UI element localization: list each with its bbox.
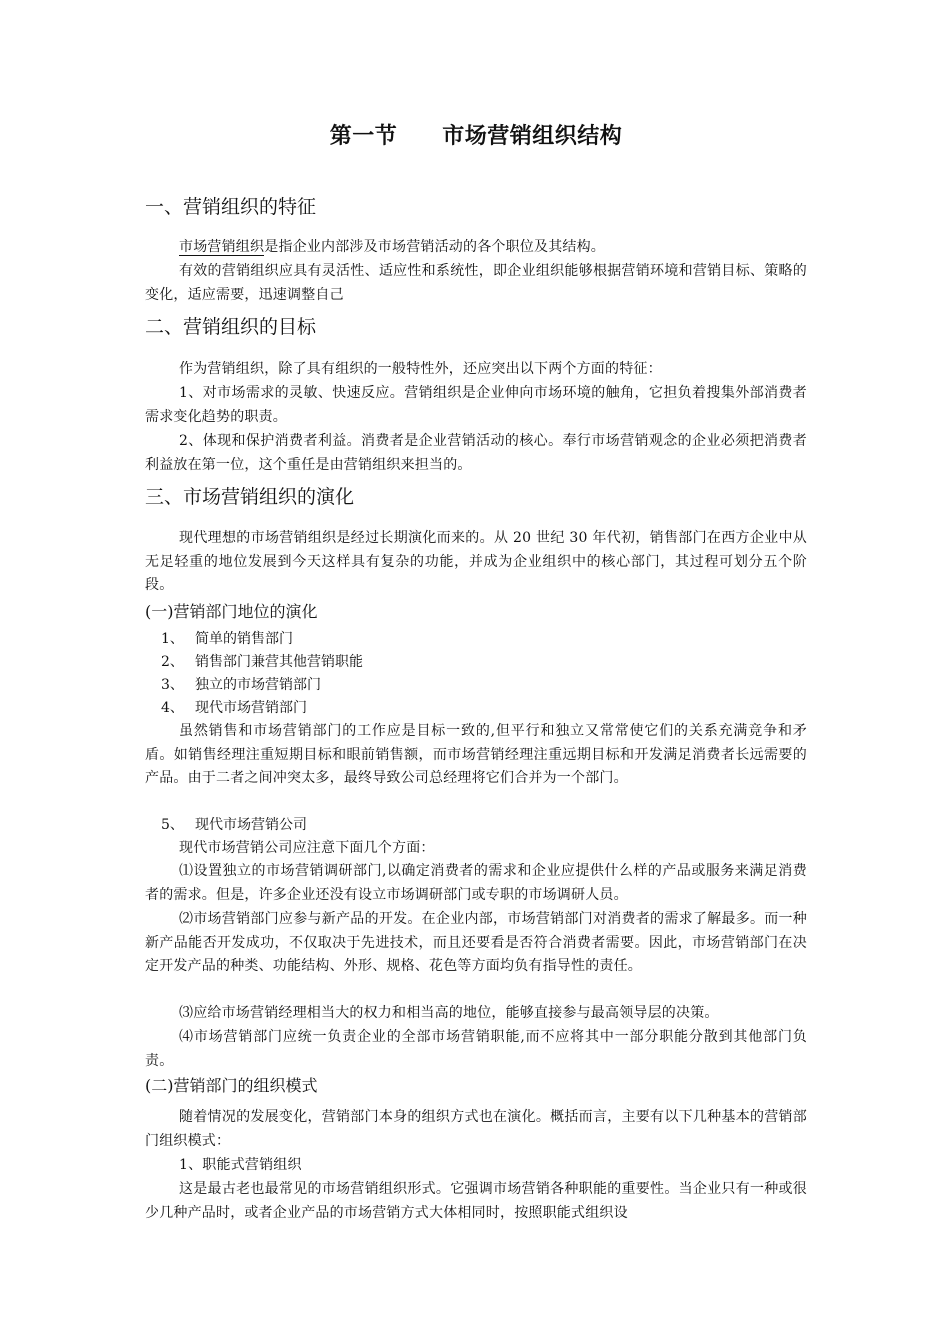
paragraph: 随着情况的发展变化，营销部门本身的组织方式也在演化。概括而言，主要有以下几种基本的营销部门组织模式： — [145, 1109, 807, 1149]
paragraph: ⑴设置独立的市场营销调研部门,以确定消费者的需求和企业应提供什么样的产品或服务来满足消费者的需求。但是，许多企业还没有设立市场调研部门或专职的市场调研人员。 — [145, 863, 807, 903]
list-item: 1、 简单的销售部门 — [161, 631, 293, 647]
paragraph: 2、体现和保护消费者利益。消费者是企业营销活动的核心。奉行市场营销观念的企业必须把消费者利益放在第一位，这个重任是由营销组织来担当的。 — [145, 433, 807, 473]
subsection-heading-2: (二)营销部门的组织模式 — [145, 1076, 318, 1095]
paragraph: ⑵市场营销部门应参与新产品的开发。在企业内部，市场营销部门对消费者的需求了解最多。而一种新产品能否开发成功，不仅取决于先进技术，而且还要看是否符合消费者需要。因此，市场营销部门在决定开发产品的种类、功能结构、外形、规格、花色等方面均负有指导性的责任。 — [145, 911, 807, 975]
paragraph: 有效的营销组织应具有灵活性、适应性和系统性，即企业组织能够根据营销环境和营销目标、策略的变化，适应需要，迅速调整自己 — [145, 263, 807, 303]
paragraph-text: 是指企业内部涉及市场营销活动的各个职位及其结构。 — [264, 239, 606, 255]
term-underlined: 市场营销组织 — [179, 239, 265, 255]
list-item: 4、 现代市场营销部门 — [161, 700, 307, 716]
paragraph: 作为营销组织，除了具有组织的一般特性外，还应突出以下两个方面的特征： — [179, 361, 662, 377]
subsection-heading-1: (一)营销部门地位的演化 — [145, 602, 318, 621]
paragraph: 这是最古老也最常见的市场营销组织形式。它强调市场营销各种职能的重要性。当企业只有一种或很少几种产品时，或者企业产品的市场营销方式大体相同时，按照职能式组织设 — [145, 1181, 807, 1221]
paragraph: ⑷市场营销部门应统一负责企业的全部市场营销职能,而不应将其中一部分职能分散到其他部门负责。 — [145, 1029, 807, 1069]
list-item: 2、 销售部门兼营其他营销职能 — [161, 654, 363, 670]
paragraph — [145, 236, 807, 260]
paragraph: 现代理想的市场营销组织是经过长期演化而来的。从 20 世纪 30 年代初，销售部门在西方企业中从无足轻重的地位发展到今天这样具有复杂的功能，并成为企业组织中的核心部门，其过程可划分五个阶段。 — [145, 530, 807, 594]
paragraph: 现代市场营销公司应注意下面几个方面： — [179, 840, 435, 856]
list-item: 5、 现代市场营销公司 — [161, 817, 307, 833]
paragraph: 1、对市场需求的灵敏、快速反应。营销组织是企业伸向市场环境的触角，它担负着搜集外部消费者需求变化趋势的职责。 — [145, 385, 807, 425]
paragraph: 虽然销售和市场营销部门的工作应是目标一致的,但平行和独立又常常使它们的关系充满竞争和矛盾。如销售经理注重短期目标和眼前销售额，而市场营销经理注重远期目标和开发满足消费者长远需要的产品。由于二者之间冲突太多，最终导致公司总经理将它们合并为一个部门。 — [145, 723, 807, 787]
section-heading-3: 三、市场营销组织的演化 — [145, 486, 355, 508]
paragraph: 1、职能式营销组织 — [179, 1157, 302, 1173]
section-heading-1: 一、营销组织的特征 — [145, 196, 317, 218]
paragraph: ⑶应给市场营销经理相当大的权力和相当高的地位，能够直接参与最高领导层的决策。 — [179, 1005, 719, 1021]
section-heading-2: 二、营销组织的目标 — [145, 316, 317, 338]
list-item: 3、 独立的市场营销部门 — [161, 677, 321, 693]
page-title: 第一节 市场营销组织结构 — [329, 124, 623, 149]
